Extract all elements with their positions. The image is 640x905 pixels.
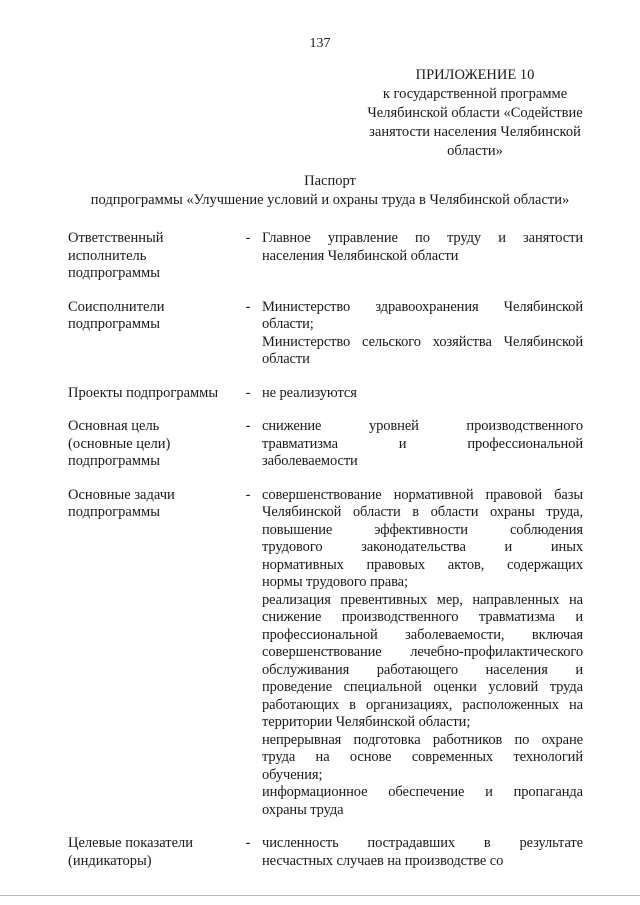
row-content-line: численность пострадавших в результате xyxy=(262,835,583,851)
row-content xyxy=(262,835,583,870)
row-dash: - xyxy=(245,418,251,434)
row-content-line: реализация превентивных мер, направленных на xyxy=(262,591,583,608)
row-content xyxy=(262,299,583,369)
row-dash: - xyxy=(245,384,251,401)
row-label-line: Ответственный xyxy=(68,230,164,246)
row-content-line: Главное управление по труду и занятости xyxy=(262,230,583,246)
row-label xyxy=(68,230,234,283)
row-content-line: трудового законодательства и иных xyxy=(262,539,583,555)
row-content-line: не реализуются xyxy=(262,384,357,401)
table-row xyxy=(68,835,584,870)
row-content-line: обучения; xyxy=(262,766,323,783)
row-label xyxy=(68,487,234,820)
table-row xyxy=(68,418,584,471)
row-label-line: (основные цели) xyxy=(68,435,171,452)
row-label-line: подпрограммы xyxy=(68,316,160,332)
row-content-line: совершенствование нормативной правовой базы xyxy=(262,486,583,503)
row-content-line: повышение эффективности соблюдения xyxy=(262,521,583,538)
row-content xyxy=(262,385,583,403)
row-label-line: Проекты подпрограммы xyxy=(68,384,219,401)
appendix-line: области» xyxy=(447,143,503,159)
row-content-line: нормы трудового права; xyxy=(262,574,408,590)
row-content-line: обслуживания работающего населения и xyxy=(262,661,583,678)
row-content-line: снижение уровней производственного xyxy=(262,418,583,434)
row-dash: - xyxy=(245,486,251,503)
appendix-line: занятости населения Челябинской xyxy=(369,124,581,140)
row-content-line: области; xyxy=(262,316,314,332)
table-row xyxy=(68,230,584,283)
row-label-line: подпрограммы xyxy=(68,453,160,469)
row-content-line: работающих в организациях, расположенных на xyxy=(262,696,583,713)
row-label-line: Основная цель xyxy=(68,418,160,434)
row-content-line: непрерывная подготовка работников по охране xyxy=(262,731,583,748)
page-bottom-border xyxy=(0,895,640,896)
row-label-line: подпрограммы xyxy=(68,504,160,520)
row-label-line: Основные задачи xyxy=(68,486,175,503)
row-content-line: совершенствование лечебно-профилактического xyxy=(262,644,583,660)
row-content-line: населения Челябинской области xyxy=(262,247,459,264)
appendix-line: Челябинской области «Содействие xyxy=(367,105,583,121)
row-label xyxy=(68,299,234,369)
row-content-line: труда на основе современных технологий xyxy=(262,749,583,765)
row-content-line: снижение производственного травматизма и xyxy=(262,609,583,625)
row-dash: - xyxy=(245,835,251,851)
row-label xyxy=(68,835,234,870)
table-row xyxy=(68,299,584,369)
page-number: 137 xyxy=(309,36,331,51)
row-content-line: территории Челябинской области; xyxy=(262,714,471,730)
row-label xyxy=(68,418,234,471)
passport-heading xyxy=(40,172,620,210)
row-label-line: Целевые показатели xyxy=(68,835,194,851)
passport-title: Паспорт xyxy=(304,173,356,189)
row-content xyxy=(262,418,583,471)
row-content-line: заболеваемости xyxy=(262,453,358,469)
row-label-line: Соисполнители xyxy=(68,298,165,315)
row-label xyxy=(68,385,234,403)
row-content-line: информационное обеспечение и пропаганда xyxy=(262,784,583,800)
row-dash: - xyxy=(245,230,251,246)
row-label-line: (индикаторы) xyxy=(68,852,152,869)
row-content xyxy=(262,487,583,820)
row-dash: - xyxy=(245,298,251,315)
row-content-line: профессиональной заболеваемости, включая xyxy=(262,626,583,643)
appendix-line: ПРИЛОЖЕНИЕ 10 xyxy=(415,67,535,83)
row-content-line: Министерство сельского хозяйства Челябинской xyxy=(262,333,583,350)
row-label-line: исполнитель xyxy=(68,247,147,264)
row-content-line: проведение специальной оценки условий труда xyxy=(262,679,583,695)
row-content-line: несчастных случаев на производстве со xyxy=(262,852,504,869)
row-content-line: Челябинской области в области охраны труда, xyxy=(262,504,583,520)
row-content-line: нормативных правовых актов, содержащих xyxy=(262,556,583,573)
passport-subtitle: подпрограммы «Улучшение условий и охраны труда в Челябинской области» xyxy=(90,192,570,208)
table-row xyxy=(68,487,584,820)
appendix-header xyxy=(330,66,620,161)
row-content xyxy=(262,230,583,283)
row-content-line: травматизма и профессиональной xyxy=(262,435,583,452)
row-content-line: Министерство здравоохранения Челябинской xyxy=(262,298,583,315)
table-row xyxy=(68,385,584,403)
passport-table xyxy=(68,230,584,886)
row-content-line: охраны труда xyxy=(262,801,344,818)
row-content-line: области xyxy=(262,351,310,367)
row-label-line: подпрограммы xyxy=(68,265,160,281)
appendix-line: к государственной программе xyxy=(382,86,568,102)
